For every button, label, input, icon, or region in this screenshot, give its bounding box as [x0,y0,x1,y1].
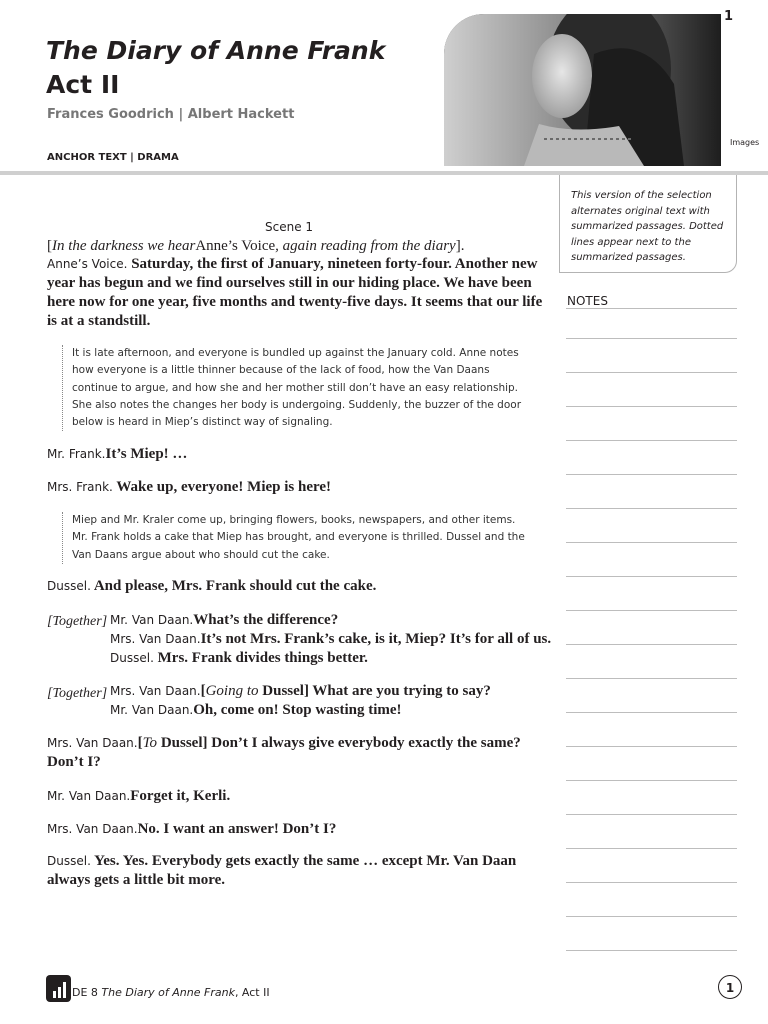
footer-suffix: , Act II [234,986,270,999]
notes-line [566,678,737,679]
dialogue-mrs-van-daan: Mrs. Van Daan.[To Dussel] Don’t I always give everybody exactly the same? Don’t I? [47,735,521,770]
notes-line [566,950,737,951]
dialogue-mrs-van-daan [47,820,552,839]
dialogue-text: Saturday, the first of January, nineteen forty-four. Another new year has begun and we find ourselves still in our hiding place. We have been here now for one year, five months and twenty-five days. It seems that our life is at a standstill. [47,256,543,329]
dialogue-mrs-van-daan: Mrs. Van Daan.[Going to Dussel] What are you trying to say? [110,683,491,699]
notes-line [566,508,737,509]
scene-heading: Scene 1 [265,220,314,234]
speaker-name: Mrs. Van Daan. [47,736,138,750]
speaker-name: Mr. Van Daan. [110,613,194,627]
together-label: Together [52,686,102,701]
dialogue-dussel [110,649,560,668]
notes-line [566,644,737,645]
notes-line [566,848,737,849]
stage-text: To [142,735,158,751]
selection-note: This version of the selection alternates original text with summarized passages. Dotted lines appear next to the summarized passages. [559,175,737,273]
together-label: Together [52,614,102,629]
notes-line [566,712,737,713]
notes-line [566,610,737,611]
notes-line [566,542,737,543]
dialogue-mrs-frank [47,478,552,497]
stage-text: Going to [205,683,259,699]
notes-line [566,814,737,815]
dialogue-text: Forget it, Kerli. [130,788,231,804]
summary-passage: Miep and Mr. Kraler come up, bringing flowers, books, newspapers, and other items. Mr. Frank holds a cake that Miep has brought, and everyone is thrilled. Dussel and the Van Daans argue about who should cut the cake. [62,512,532,564]
stage-bracket: [ [47,238,52,254]
dialogue-mr-frank [47,445,552,464]
dialogue-dussel [47,577,552,596]
notes-line [566,882,737,883]
together-bracket: [Together] [47,686,108,701]
dialogue-text: Dussel] What are you trying to say? [262,683,491,699]
authors-line: Frances Goodrich | Albert Hackett [47,107,295,122]
stage-character: Anne’s Voice [195,238,276,254]
stage-text: , again reading from the diary [275,238,456,254]
summary-passage: It is late afternoon, and everyone is bundled up against the January cold. Anne notes how everyone is a little thinner because of the lack of food, how the Van Daans continue to argue, and how she and her mother still don’t have an easy relationship. She also notes the changes her body is undergoing. Suddenly, the buzzer of the door below is heard in Miep’s distinct way of signaling. [62,345,532,431]
page-number-top: 1 [724,9,734,24]
stage-bracket: ]. [455,238,465,254]
dialogue-mrs-van-daan [110,630,560,649]
publisher-logo-icon [46,975,71,1002]
stage-direction [47,235,464,256]
speaker-name: Dussel. [110,651,154,665]
dialogue-mr-van-daan [110,611,560,630]
notes-line [566,308,737,309]
anne-frank-photo [444,14,721,166]
dialogue-text: No. I want an answer! Don’t I? [137,821,337,837]
dialogue-text: Oh, come on! Stop wasting time! [193,702,402,718]
footer-prefix: DE 8 [72,986,102,999]
dialogue-text: Mrs. Frank divides things better. [157,650,368,666]
notes-line [566,406,737,407]
speaker-name: Mr. Van Daan. [47,789,131,803]
speaker-name: Mr. Van Daan. [110,703,194,717]
dialogue-text: Wake up, everyone! Miep is here! [116,479,332,495]
page-number-badge: 1 [718,975,742,999]
dialogue-mr-van-daan [110,701,560,720]
dialogue-text: What’s the difference? [193,612,339,628]
dialogue-text: And please, Mrs. Frank should cut the cake. [93,578,377,594]
speaker-name: Mrs. Van Daan. [110,684,201,698]
speaker-name: Mrs. Van Daan. [110,632,201,646]
footer-work-title: The Diary of Anne Frank [101,986,235,999]
image-credit: Images [730,138,760,147]
notes-line [566,576,737,577]
category-label: ANCHOR TEXT | DRAMA [47,152,179,163]
speaker-name: Mrs. Van Daan. [47,822,138,836]
speaker-name: Mr. Frank. [47,447,106,461]
dialogue-anne [47,255,552,331]
notes-line [566,474,737,475]
notes-label: NOTES [567,294,608,308]
speaker-name: Anne’s Voice. [47,257,128,271]
notes-line [566,440,737,441]
dialogue-mr-van-daan [47,787,552,806]
notes-line [566,916,737,917]
stage-text: In the darkness we hear [52,238,196,254]
speaker-name: Mrs. Frank. [47,480,113,494]
act-subtitle: Act II [46,70,120,99]
footer-title [72,986,270,999]
notes-line [566,746,737,747]
dialogue-dussel [47,852,552,890]
together-bracket: [Together] [47,614,108,629]
notes-line [566,372,737,373]
dialogue-text: Yes. Yes. Everybody gets exactly the same … except Mr. Van Daan always gets a little bit more. [47,853,517,888]
speaker-name: Dussel. [47,854,91,868]
dialogue-text: It’s not Mrs. Frank’s cake, is it, Miep? It’s for all of us. [200,631,552,647]
speaker-name: Dussel. [47,579,91,593]
dialogue-text: It’s Miep! … [105,446,188,462]
notes-line [566,338,737,339]
dialogue-text: Dussel] Don’t I always give everybody exactly the same? Don’t I? [47,735,521,770]
notes-line [566,780,737,781]
page-title: The Diary of Anne Frank [46,36,386,65]
